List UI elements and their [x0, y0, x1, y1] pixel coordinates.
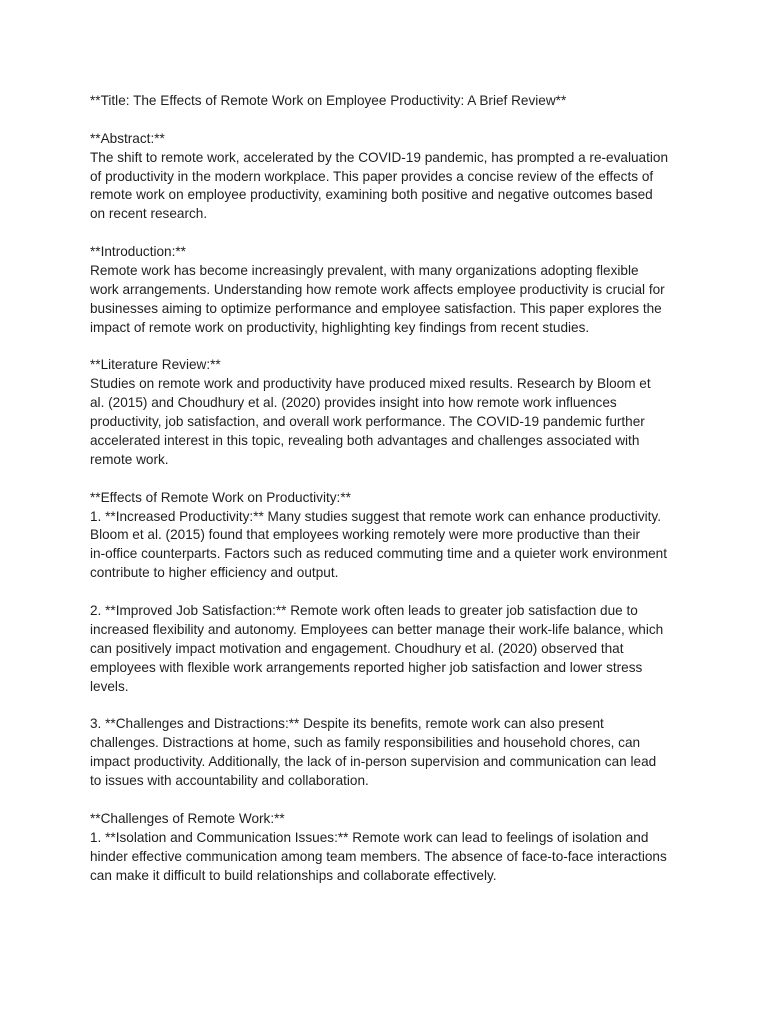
paragraph-line: remote work.	[90, 451, 169, 467]
paragraph-line: can make it difficult to build relationships and collaborate effectively.	[90, 867, 497, 883]
paragraph-line: in-office counterparts. Factors such as reduced commuting time and a quieter work environment	[90, 546, 668, 562]
paragraph-line: accelerated interest in this topic, revealing both advantages and challenges associated with	[90, 433, 640, 449]
spacer	[90, 697, 690, 716]
section-heading: **Introduction:**	[90, 244, 186, 260]
spacer	[90, 111, 690, 130]
paragraph-line: 1. **Isolation and Communication Issues:** Remote work can lead to feelings of isolation and	[90, 829, 649, 845]
effects-section	[90, 489, 690, 791]
paragraph-line: Remote work has become increasingly prevalent, with many organizations adopting flexible	[90, 263, 639, 279]
challenges-section	[90, 810, 690, 886]
spacer	[90, 791, 690, 810]
paragraph-line: contribute to higher efficiency and output.	[90, 565, 339, 581]
paragraph-line: to issues with accountability and collaboration.	[90, 773, 369, 789]
abstract-section	[90, 130, 690, 224]
paragraph-line: employees with flexible work arrangements reported higher job satisfaction and lower stress	[90, 659, 643, 675]
spacer	[90, 583, 690, 602]
paragraph-line: Studies on remote work and productivity have produced mixed results. Research by Bloom et	[90, 376, 651, 392]
paragraph-line: remote work on employee productivity, examining both positive and negative outcomes based	[90, 187, 653, 203]
spacer	[90, 224, 690, 243]
paragraph-line: The shift to remote work, accelerated by the COVID-19 pandemic, has prompted a re-evaluation	[90, 149, 669, 165]
paragraph-line: Bloom et al. (2015) found that employees working remotely were more productive than their	[90, 527, 641, 543]
paragraph-line: work arrangements. Understanding how remote work affects employee productivity is crucial for	[90, 281, 665, 297]
document-page	[90, 92, 690, 885]
paragraph-line: of productivity in the modern workplace. This paper provides a concise review of the effects of	[90, 168, 654, 184]
paragraph-line: impact productivity. Additionally, the lack of in-person supervision and communication can lead	[90, 754, 657, 770]
section-heading: **Challenges of Remote Work:**	[90, 810, 285, 826]
paragraph-line: on recent research.	[90, 206, 208, 222]
literature-review-section	[90, 356, 690, 469]
spacer	[90, 338, 690, 357]
spacer	[90, 470, 690, 489]
paragraph-line: increased flexibility and autonomy. Employees can better manage their work-life balance, which	[90, 621, 664, 637]
introduction-section	[90, 243, 690, 337]
paragraph-line: businesses aiming to optimize performance and employee satisfaction. This paper explores the	[90, 300, 662, 316]
paragraph-line: 2. **Improved Job Satisfaction:** Remote work often leads to greater job satisfaction due to	[90, 603, 638, 619]
section-heading: **Literature Review:**	[90, 357, 221, 373]
paragraph-line: 3. **Challenges and Distractions:** Despite its benefits, remote work can also present	[90, 716, 604, 732]
paragraph-line: 1. **Increased Productivity:** Many studies suggest that remote work can enhance productivity.	[90, 508, 661, 524]
section-heading: **Abstract:**	[90, 130, 165, 146]
paragraph-line: impact of remote work on productivity, highlighting key findings from recent studies.	[90, 319, 590, 335]
document-title: **Title: The Effects of Remote Work on Employee Productivity: A Brief Review**	[90, 93, 567, 108]
paragraph-line: levels.	[90, 678, 129, 694]
paragraph-line: challenges. Distractions at home, such as family responsibilities and household chores, can	[90, 735, 641, 751]
paragraph-line: can positively impact motivation and engagement. Choudhury et al. (2020) observed that	[90, 640, 624, 656]
paragraph-line: hinder effective communication among team members. The absence of face-to-face interactions	[90, 848, 667, 864]
paragraph-line: al. (2015) and Choudhury et al. (2020) provides insight into how remote work influences	[90, 395, 617, 411]
paragraph-line: productivity, job satisfaction, and overall work performance. The COVID-19 pandemic further	[90, 414, 645, 430]
section-heading: **Effects of Remote Work on Productivity:**	[90, 489, 351, 505]
